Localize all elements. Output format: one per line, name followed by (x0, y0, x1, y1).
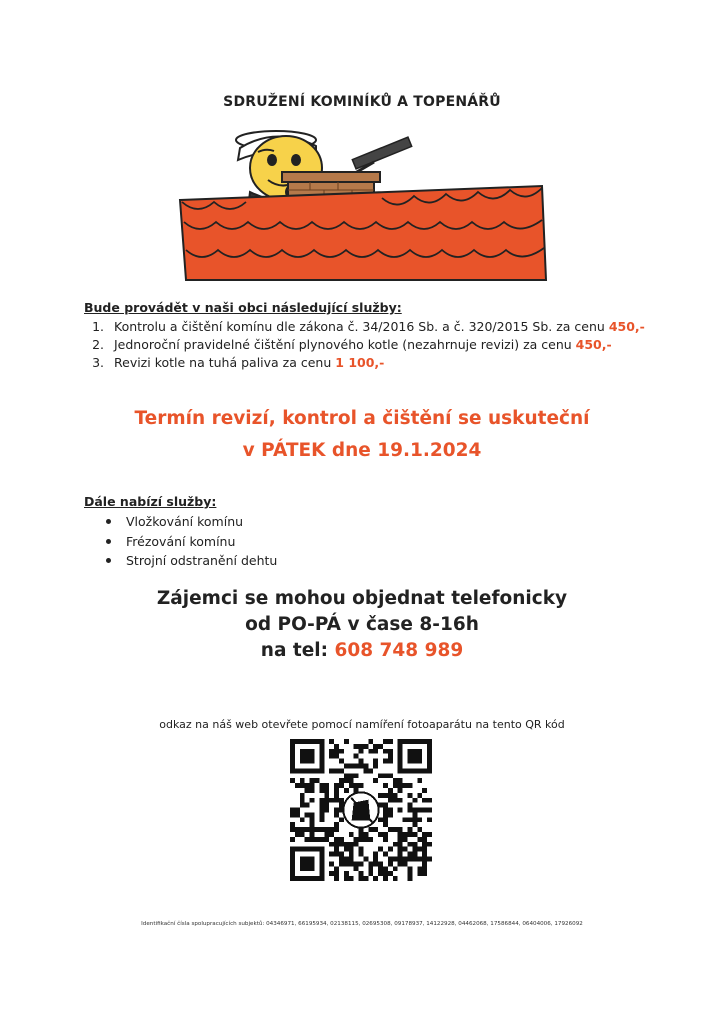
qr-code[interactable] (290, 739, 432, 881)
service-text: Kontrolu a čištění komínu dle zákona č. 34/2016 Sb. a č. 320/2015 Sb. za cenu (114, 319, 609, 334)
chimney-sweep-illustration (170, 118, 550, 290)
contact-line-3 (0, 640, 724, 661)
service-text: Jednoroční pravidelné čištění plynového kotle (nezahrnuje revizi) za cenu (114, 337, 576, 352)
contact-line-2: od PO-PÁ v čase 8-16h (245, 614, 479, 635)
date-value: v PÁTEK dne 19.1.2024 (242, 440, 482, 461)
extra-services-list (84, 512, 277, 571)
service-text: Revizi kotle na tuhá paliva za cenu (114, 355, 336, 370)
list-item: Vložkování komínu (84, 512, 277, 532)
extra-services-heading: Dále nabízí služby: (84, 494, 217, 509)
list-item: 1. Kontrolu a čištění komínu dle zákona č. 34/2016 Sb. a č. 320/2015 Sb. za cenu 450,- (92, 319, 645, 334)
services-heading: Bude provádět v naši obci následující služby: (84, 300, 402, 315)
list-item: Frézování komínu (84, 532, 277, 552)
services-list (84, 318, 645, 372)
service-price: 450,- (608, 319, 645, 334)
date-announcement: Termín revizí, kontrol a čištění se uskuteční (134, 408, 590, 429)
list-item: Strojní odstranění dehtu (84, 551, 277, 571)
list-item: 2. Jednoroční pravidelné čištění plynového kotle (nezahrnuje revizi) za cenu 450,- (92, 337, 612, 352)
footer-company-ids: Identifikační čísla spolupracujících subjektů: 04346971, 66195934, 02138115, 02695308, 09178937, 14122928, 04462068, 17586844, 06404006, 17926092 (141, 921, 583, 927)
contact-line-1: Zájemci se mohou objednat telefonicky (156, 588, 568, 609)
service-price: 450,- (575, 337, 612, 352)
service-price: 1 100,- (335, 355, 385, 370)
list-item: 3. Revizi kotle na tuhá paliva za cenu 1 100,- (92, 355, 385, 370)
chimney-sweep-logo-icon (343, 792, 378, 827)
organization-title: SDRUŽENÍ KOMINÍKŮ A TOPENÁŘŮ (223, 94, 501, 110)
qr-caption: odkaz na náš web otevřete pomocí namíření fotoaparátu na tento QR kód (159, 718, 565, 731)
phone-number: 608 748 989 (334, 640, 464, 661)
phone-label: na tel: (260, 640, 335, 661)
